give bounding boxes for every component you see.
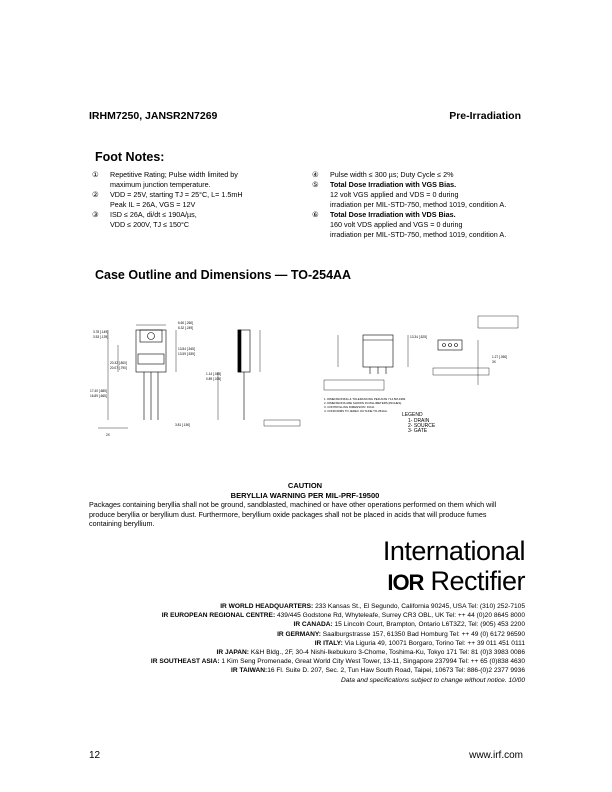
legend-item: 3- GATE	[408, 428, 428, 434]
foot-note-line: 160 volt VDS applied and VGS = 0 during	[330, 220, 463, 229]
foot-note-line: irradiation per MIL-STD-750, method 1019, condition A.	[330, 230, 507, 239]
addresses	[65, 602, 525, 685]
caution-subheading: BERYLLIA WARNING PER MIL-PRF-19500	[230, 491, 380, 500]
dimension-label: 20.07 [.790]	[110, 366, 127, 370]
foot-notes-left	[92, 170, 292, 230]
address-line: IR GERMANY: Saalburgstrasse 157, 61350 Bad Homburg Tel: ++ 49 (0) 6172 96590	[277, 630, 525, 638]
foot-note-1	[92, 170, 292, 190]
dimension-label: 16.89 [.665]	[90, 394, 107, 398]
foot-note-line: 12 volt VGS applied and VDS = 0 during	[330, 190, 459, 199]
outline-note: 2. DIMENSIONS ARE SHOWN IN MILLIMETERS [INCHES].	[324, 401, 402, 405]
dimension-label: 6.32 [.249]	[178, 326, 194, 330]
case-outline-drawing	[88, 310, 528, 440]
foot-note-line: irradiation per MIL-STD-750, method 1019, condition A.	[330, 200, 507, 209]
address-line: IR CANADA: 15 Lincoln Court, Brampton, Ontario L6T3Z2, Tel: (905) 453 2200	[293, 621, 525, 629]
foot-note-bold: Total Dose Irradiation with VGS Bias.	[330, 180, 457, 189]
legend-item: 2- SOURCE	[408, 423, 436, 429]
company-logo-line2	[387, 566, 525, 597]
dimension-label: 13.34 [.525]	[410, 335, 427, 339]
section-title: Pre-Irradiation	[449, 110, 521, 122]
foot-note-bold: Total Dose Irradiation with VDS Bias.	[330, 210, 456, 219]
package-front-body	[136, 330, 166, 372]
company-logo-rectifier: Rectifier	[430, 566, 525, 596]
foot-notes-right	[312, 170, 542, 240]
ior-logo-icon: IOR	[387, 570, 424, 595]
foot-note-line: maximum junction temperature.	[110, 180, 211, 189]
dimension-label: 3X	[492, 360, 496, 364]
dimension-label: 20.32 [.800]	[110, 361, 127, 365]
address-line: IR TAIWAN:16 Fl. Suite D. 207, Sec. 2, Tun Haw South Road, Taipei, 10673 Tel: 886-(0)2 2377 9936	[231, 667, 525, 675]
company-logo-line1: International	[382, 536, 525, 566]
page-number: 12	[89, 750, 101, 761]
legend-item: 1- DRAIN	[408, 418, 430, 424]
dimension-label: 6.60 [.260]	[178, 321, 194, 325]
foot-note-line: Pulse width ≤ 300 µs; Duty Cycle ≤ 2%	[330, 170, 454, 179]
foot-note-marker: ②	[92, 190, 99, 199]
outline-note: 3. CONTROLLING DIMENSION: INCH.	[324, 405, 375, 409]
package-end-view	[438, 340, 462, 350]
address-line: IR EUROPEAN REGIONAL CENTRE: 439/445 Godstone Rd, Whyteleafe, Surrey CR3 OBL, UK Tel: ++ 44 (0)20 8645 8000	[161, 612, 525, 620]
foot-note-6	[312, 210, 542, 240]
foot-note-2	[92, 190, 292, 210]
package-label-area	[138, 354, 164, 364]
foot-note-marker: ⑤	[312, 180, 319, 189]
foot-note-line: Peak IL = 26A, VGS = 12V	[110, 200, 196, 209]
dimension-label: 17.40 [.685]	[90, 389, 107, 393]
foot-note-5	[312, 180, 542, 210]
caution-heading: CAUTION	[287, 481, 323, 490]
foot-note-marker: ③	[92, 210, 99, 219]
dimension-label: 13.84 [.545]	[178, 347, 195, 351]
disclaimer: Data and specifications subject to change without notice. 10/00	[340, 676, 525, 684]
part-numbers: IRHM7250, JANSR2N7269	[89, 110, 218, 122]
dimension-label: 2X	[106, 433, 110, 437]
outline-note: 4. CONFORMS TO JEDEC OUTLINE TO-254AA.	[324, 409, 388, 413]
dimension-label: 1.27 [.050]	[492, 355, 508, 359]
dimension-label: 0.89 [.035]	[206, 377, 222, 381]
foot-note-line: Repetitive Rating; Pulse width limited by	[110, 170, 238, 179]
caution-body: Packages containing beryllia shall not be ground, sandblasted, machined or have other operations performed on them which will produce beryllia or beryllium dust. Furthermore, beryllium oxide packages shall not be placed in acids that will produce fumes containing beryllium.	[89, 500, 497, 528]
mounting-hole	[148, 333, 155, 340]
foot-note-3	[92, 210, 292, 230]
dimension-label: 3.78 [.149]	[93, 330, 109, 334]
foot-note-line: ISD ≤ 26A, di/dt ≤ 190A/µs,	[110, 210, 197, 219]
address-line: IR SOUTHEAST ASIA: 1 Kim Seng Promenade, Great World City West Tower, 13-11, Singapore 237994 Tel: ++ 65 (0)838 4630	[150, 658, 525, 666]
foot-note-marker: ①	[92, 170, 99, 179]
foot-note-marker: ⑥	[312, 210, 319, 219]
package-tab	[140, 330, 162, 342]
dimension-label: 13.59 [.535]	[178, 352, 195, 356]
foot-note-line: VDD ≤ 200V, TJ ≤ 150°C	[110, 220, 190, 229]
outline-note: 1. DIMENSIONING & TOLERANCING PER ANSI Y14.5M-1982.	[324, 397, 407, 401]
legend-title: LEGEND	[402, 412, 423, 418]
foot-notes-title: Foot Notes:	[95, 150, 165, 164]
website-link[interactable]: www.irf.com	[469, 750, 523, 761]
address-line: IR WORLD HEADQUARTERS: 233 Kansas St., El Segundo, California 90245, USA Tel: (310) 252-7105	[220, 603, 525, 610]
foot-note-marker: ④	[312, 170, 319, 179]
dimension-label: 1.14 [.045]	[206, 372, 222, 376]
address-line: IR JAPAN: K&H Bldg., 2F, 30-4 Nishi-Ikebukuro 3-Chome, Toshima-Ku, Tokyo 171 Tel: 81 (0)3 3983 0086	[216, 649, 525, 657]
dimension-label: 3.81 [.150]	[175, 423, 191, 427]
dimension-label: 3.53 [.139]	[93, 335, 109, 339]
case-outline-title: Case Outline and Dimensions — TO-254AA	[95, 268, 352, 282]
address-line: IR ITALY: Via Liguria 49, 10071 Borgaro, Torino Tel: ++ 39 011 451 0111	[314, 639, 525, 647]
foot-note-4	[312, 170, 542, 180]
foot-note-line: VDD = 25V, starting TJ = 25°C, L= 1.5mH	[110, 190, 243, 199]
